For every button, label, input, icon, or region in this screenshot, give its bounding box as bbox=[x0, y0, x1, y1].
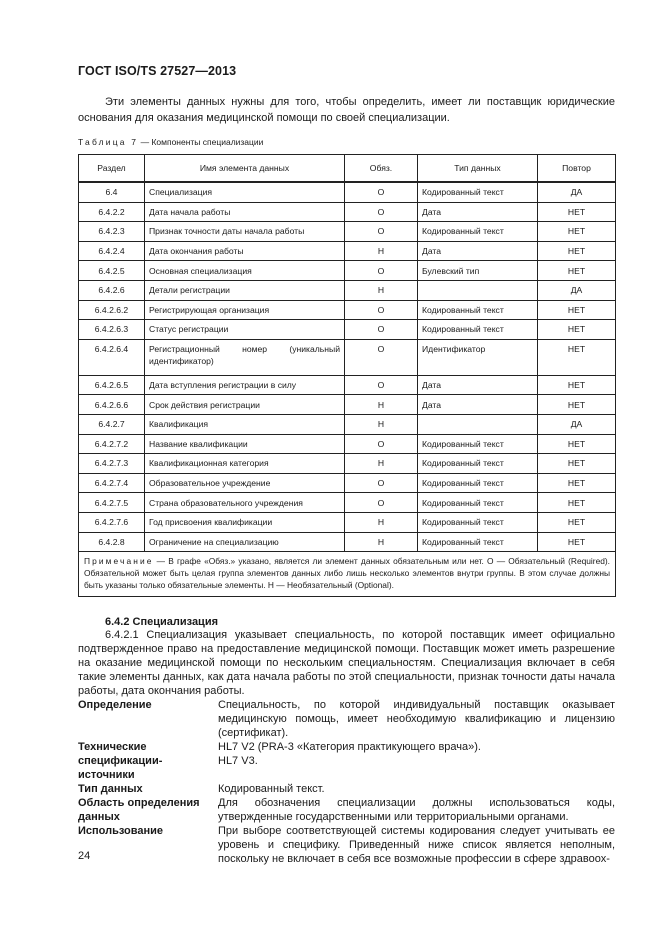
cell-section: 6.4.2.6.6 bbox=[79, 395, 145, 415]
page-number: 24 bbox=[78, 850, 91, 862]
cell-repeat: НЕТ bbox=[538, 320, 616, 340]
definition-term: Технические спецификации-источники bbox=[78, 741, 163, 781]
cell-section: 6.4.2.6.4 bbox=[79, 339, 145, 375]
cell-section: 6.4.2.8 bbox=[79, 532, 145, 552]
cell-element-name: Основная специализация bbox=[145, 261, 345, 281]
definition-row bbox=[78, 782, 615, 796]
cell-element-name: Название квалификации bbox=[145, 434, 345, 454]
cell-repeat: НЕТ bbox=[538, 473, 616, 493]
cell-section: 6.4.2.6.5 bbox=[79, 375, 145, 395]
cell-element-name: Дата начала работы bbox=[145, 202, 345, 222]
definition-body bbox=[218, 698, 615, 740]
cell-required: О bbox=[345, 493, 418, 513]
cell-data-type: Кодированный текст bbox=[418, 434, 538, 454]
cell-element-name: Квалификация bbox=[145, 414, 345, 434]
cell-required: О bbox=[345, 202, 418, 222]
cell-section: 6.4.2.7.3 bbox=[79, 454, 145, 474]
cell-data-type: Кодированный текст bbox=[418, 300, 538, 320]
cell-section: 6.4.2.7.4 bbox=[79, 473, 145, 493]
cell-section: 6.4.2.7 bbox=[79, 414, 145, 434]
note-text: — В графе «Обяз.» указано, является ли элемент данных обязательным или нет. О — Обязательный (Required). Обязательной может быть целая группа элементов данных либо лишь несколько элементов внутри группы. В этом случае должны быть указаны только обязательные элементы. Н — Необязательный (Optional). bbox=[84, 556, 610, 590]
table-row bbox=[79, 320, 616, 340]
cell-required: Н bbox=[345, 280, 418, 300]
table-row bbox=[79, 473, 616, 493]
table-row bbox=[79, 532, 616, 552]
cell-required: О bbox=[345, 339, 418, 375]
cell-repeat: ДА bbox=[538, 414, 616, 434]
cell-data-type: Дата bbox=[418, 395, 538, 415]
cell-required: О bbox=[345, 222, 418, 242]
cell-element-name: Специализация bbox=[145, 182, 345, 202]
cell-section: 6.4.2.7.2 bbox=[79, 434, 145, 454]
definition-row bbox=[78, 796, 615, 824]
cell-repeat: НЕТ bbox=[538, 202, 616, 222]
definition-line: При выборе соответствующей системы кодирования следует учитывать ее уровень и специфику. Приведенный ниже список является неполным, поскольку не включает в себя все возможные профессии в сфере здравоох- bbox=[218, 825, 615, 865]
cell-element-name: Ограничение на специализацию bbox=[145, 532, 345, 552]
cell-section: 6.4.2.6 bbox=[79, 280, 145, 300]
cell-section: 6.4.2.4 bbox=[79, 241, 145, 261]
cell-required: О bbox=[345, 320, 418, 340]
col-header-required: Обяз. bbox=[345, 155, 418, 183]
table-row bbox=[79, 395, 616, 415]
definitions-list bbox=[78, 698, 615, 866]
table-row bbox=[79, 493, 616, 513]
definition-line: HL7 V3. bbox=[218, 755, 258, 767]
cell-required: Н bbox=[345, 414, 418, 434]
cell-data-type bbox=[418, 280, 538, 300]
cell-section: 6.4.2.5 bbox=[79, 261, 145, 281]
definition-line: Кодированный текст. bbox=[218, 783, 325, 795]
cell-section: 6.4.2.6.3 bbox=[79, 320, 145, 340]
table-caption-text: — Компоненты специализации bbox=[138, 137, 264, 147]
cell-element-name: Детали регистрации bbox=[145, 280, 345, 300]
table-row bbox=[79, 414, 616, 434]
cell-required: Н bbox=[345, 241, 418, 261]
definition-term: Тип данных bbox=[78, 783, 143, 795]
table-row bbox=[79, 339, 616, 375]
cell-section: 6.4.2.3 bbox=[79, 222, 145, 242]
cell-repeat: ДА bbox=[538, 280, 616, 300]
definition-row bbox=[78, 824, 615, 866]
cell-element-name: Страна образовательного учреждения bbox=[145, 493, 345, 513]
cell-element-name: Признак точности даты начала работы bbox=[145, 222, 345, 242]
table-row bbox=[79, 202, 616, 222]
table-row bbox=[79, 512, 616, 532]
table-row bbox=[79, 300, 616, 320]
cell-required: О bbox=[345, 375, 418, 395]
specialization-components-table bbox=[78, 154, 616, 597]
cell-element-name: Статус регистрации bbox=[145, 320, 345, 340]
cell-section: 6.4.2.6.2 bbox=[79, 300, 145, 320]
section-paragraph: 6.4.2.1 Специализация указывает специальность, по которой поставщик имеет официально подтвержденное право на предоставление медицинской помощи. Поставщик может иметь разрешение на оказание медицинской помощи по нескольким специальностям. Специализация включает в себя такие элементы данных, как дата начала работы по этой специальности, признак точности даты начала работы, дата окончания работы. bbox=[78, 629, 615, 697]
table-row bbox=[79, 375, 616, 395]
table-caption bbox=[78, 137, 263, 147]
cell-required: О bbox=[345, 182, 418, 202]
cell-element-name: Регистрирующая организация bbox=[145, 300, 345, 320]
cell-data-type: Булевский тип bbox=[418, 261, 538, 281]
cell-repeat: НЕТ bbox=[538, 300, 616, 320]
note-prefix: Примечание bbox=[84, 556, 154, 567]
cell-data-type: Идентификатор bbox=[418, 339, 538, 375]
cell-section: 6.4 bbox=[79, 182, 145, 202]
definition-row bbox=[78, 698, 615, 740]
definition-term: Область определения данных bbox=[78, 797, 200, 823]
cell-data-type: Кодированный текст bbox=[418, 512, 538, 532]
definition-term: Использование bbox=[78, 825, 164, 837]
cell-element-name: Регистрационный номер (уникальный идентификатор) bbox=[145, 339, 345, 375]
definition-line: HL7 V2 (PRA-3 «Категория практикующего врача»). bbox=[218, 741, 481, 753]
cell-required: О bbox=[345, 300, 418, 320]
table-row bbox=[79, 222, 616, 242]
cell-element-name: Год присвоения квалификации bbox=[145, 512, 345, 532]
cell-data-type: Кодированный текст bbox=[418, 454, 538, 474]
cell-data-type: Дата bbox=[418, 241, 538, 261]
definition-body bbox=[218, 824, 615, 866]
cell-data-type bbox=[418, 414, 538, 434]
cell-repeat: НЕТ bbox=[538, 434, 616, 454]
cell-repeat: НЕТ bbox=[538, 241, 616, 261]
cell-data-type: Дата bbox=[418, 202, 538, 222]
cell-repeat: НЕТ bbox=[538, 395, 616, 415]
table-row bbox=[79, 454, 616, 474]
cell-data-type: Кодированный текст bbox=[418, 493, 538, 513]
table-row bbox=[79, 434, 616, 454]
cell-element-name: Дата окончания работы bbox=[145, 241, 345, 261]
table-row bbox=[79, 241, 616, 261]
definition-term: Определение bbox=[78, 699, 152, 711]
cell-repeat: ДА bbox=[538, 182, 616, 202]
table-header-row bbox=[79, 155, 616, 183]
cell-section: 6.4.2.2 bbox=[79, 202, 145, 222]
definition-body bbox=[218, 740, 615, 782]
cell-section: 6.4.2.7.5 bbox=[79, 493, 145, 513]
cell-required: Н bbox=[345, 512, 418, 532]
col-header-element-name: Имя элемента данных bbox=[145, 155, 345, 183]
cell-required: О bbox=[345, 473, 418, 493]
cell-repeat: НЕТ bbox=[538, 512, 616, 532]
definition-line: Специальность, по которой индивидуальный поставщик оказывает медицинскую помощь, имеет необходимую квалификацию и лицензию (сертификат). bbox=[218, 699, 615, 739]
col-header-repeat: Повтор bbox=[538, 155, 616, 183]
cell-data-type: Кодированный текст bbox=[418, 222, 538, 242]
document-header: ГОСТ ISO/TS 27527—2013 bbox=[78, 64, 237, 78]
table-note bbox=[79, 552, 616, 597]
cell-data-type: Дата bbox=[418, 375, 538, 395]
table-caption-prefix: Таблица 7 bbox=[78, 137, 139, 147]
definition-body bbox=[218, 796, 615, 824]
col-header-data-type: Тип данных bbox=[418, 155, 538, 183]
cell-element-name: Срок действия регистрации bbox=[145, 395, 345, 415]
cell-data-type: Кодированный текст bbox=[418, 320, 538, 340]
cell-element-name: Образовательное учреждение bbox=[145, 473, 345, 493]
cell-repeat: НЕТ bbox=[538, 339, 616, 375]
cell-repeat: НЕТ bbox=[538, 261, 616, 281]
cell-element-name: Квалификационная категория bbox=[145, 454, 345, 474]
cell-data-type: Кодированный текст bbox=[418, 473, 538, 493]
table-row bbox=[79, 182, 616, 202]
cell-required: О bbox=[345, 434, 418, 454]
cell-repeat: НЕТ bbox=[538, 454, 616, 474]
section-title: 6.4.2 Специализация bbox=[105, 616, 219, 628]
intro-paragraph: Эти элементы данных нужны для того, чтобы определить, имеет ли поставщик юридические основания для оказания медицинской помощи по своей специализации. bbox=[78, 96, 615, 124]
cell-data-type: Кодированный текст bbox=[418, 182, 538, 202]
cell-required: Н bbox=[345, 532, 418, 552]
cell-repeat: НЕТ bbox=[538, 493, 616, 513]
cell-repeat: НЕТ bbox=[538, 375, 616, 395]
cell-repeat: НЕТ bbox=[538, 222, 616, 242]
table-note-row bbox=[79, 552, 616, 597]
col-header-section: Раздел bbox=[79, 155, 145, 183]
table-row bbox=[79, 280, 616, 300]
cell-repeat: НЕТ bbox=[538, 532, 616, 552]
cell-data-type: Кодированный текст bbox=[418, 532, 538, 552]
definition-row bbox=[78, 740, 615, 782]
cell-required: Н bbox=[345, 454, 418, 474]
definition-body bbox=[218, 782, 615, 796]
definition-line: Для обозначения специализации должны использоваться коды, утвержденные государственными или территориальными органами. bbox=[218, 797, 615, 823]
cell-required: Н bbox=[345, 395, 418, 415]
cell-element-name: Дата вступления регистрации в силу bbox=[145, 375, 345, 395]
cell-section: 6.4.2.7.6 bbox=[79, 512, 145, 532]
table-row bbox=[79, 261, 616, 281]
cell-required: О bbox=[345, 261, 418, 281]
